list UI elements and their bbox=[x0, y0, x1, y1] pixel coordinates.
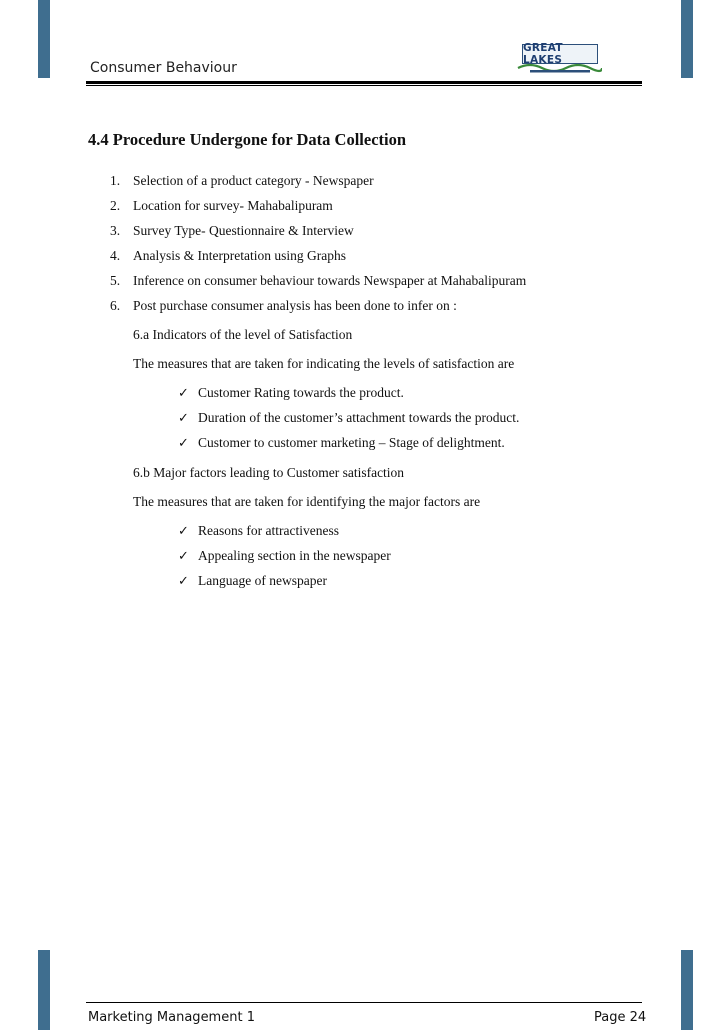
check-item-text: Customer Rating towards the product. bbox=[198, 385, 404, 400]
list-item-text: Analysis & Interpretation using Graphs bbox=[133, 248, 346, 263]
subsection-intro-a: The measures that are taken for indicating the levels of satisfaction are bbox=[133, 356, 515, 371]
subsection-title-a: 6.a Indicators of the level of Satisfaction bbox=[133, 327, 353, 342]
great-lakes-logo bbox=[516, 40, 602, 78]
list-item-text: Location for survey- Mahabalipuram bbox=[133, 198, 333, 213]
check-item bbox=[178, 523, 339, 539]
checkmark-icon: ✓ bbox=[178, 549, 189, 564]
check-item bbox=[178, 385, 404, 401]
checkmark-icon: ✓ bbox=[178, 386, 189, 401]
subsection-title-b: 6.b Major factors leading to Customer satisfaction bbox=[133, 465, 405, 480]
list-item-text: Post purchase consumer analysis has been done to infer on : bbox=[133, 298, 457, 313]
bottom-left-accent-bar bbox=[38, 950, 50, 1030]
list-number: 2. bbox=[110, 198, 121, 213]
check-item-text: Customer to customer marketing – Stage of delightment. bbox=[198, 435, 505, 450]
list-number: 1. bbox=[110, 173, 121, 188]
list-item-text: Survey Type- Questionnaire & Interview bbox=[133, 223, 354, 238]
logo-wordmark: GREAT LAKES bbox=[522, 44, 598, 64]
checkmark-icon: ✓ bbox=[178, 436, 189, 451]
list-number: 3. bbox=[110, 223, 121, 238]
bottom-right-accent-bar bbox=[681, 950, 693, 1030]
header-divider bbox=[86, 81, 642, 86]
check-item bbox=[178, 410, 519, 426]
list-item-text: Inference on consumer behaviour towards Newspaper at Mahabalipuram bbox=[133, 273, 527, 288]
footer-course-name: Marketing Management 1 bbox=[88, 1010, 255, 1025]
check-item bbox=[178, 573, 327, 589]
check-item bbox=[178, 548, 391, 564]
checkmark-icon: ✓ bbox=[178, 524, 189, 539]
logo-wave-icon bbox=[516, 62, 602, 74]
subsection-intro-b: The measures that are taken for identifying the major factors are bbox=[133, 494, 481, 509]
check-item-text: Language of newspaper bbox=[198, 573, 327, 588]
checkmark-icon: ✓ bbox=[178, 574, 189, 589]
footer-divider bbox=[86, 1002, 642, 1003]
check-item-text: Duration of the customer’s attachment towards the product. bbox=[198, 410, 520, 425]
list-number: 6. bbox=[110, 298, 121, 313]
section-heading: 4.4 Procedure Undergone for Data Collection bbox=[88, 130, 407, 149]
check-item-text: Appealing section in the newspaper bbox=[198, 548, 391, 563]
header-title: Consumer Behaviour bbox=[90, 60, 237, 76]
checkmark-icon: ✓ bbox=[178, 411, 189, 426]
top-left-accent-bar bbox=[38, 0, 50, 78]
top-right-accent-bar bbox=[681, 0, 693, 78]
check-item-text: Reasons for attractiveness bbox=[198, 523, 339, 538]
list-item-text: Selection of a product category - Newspaper bbox=[133, 173, 374, 188]
page-number: Page 24 bbox=[594, 1010, 647, 1025]
list-number: 5. bbox=[110, 273, 121, 288]
check-item bbox=[178, 435, 505, 451]
list-number: 4. bbox=[110, 248, 121, 263]
